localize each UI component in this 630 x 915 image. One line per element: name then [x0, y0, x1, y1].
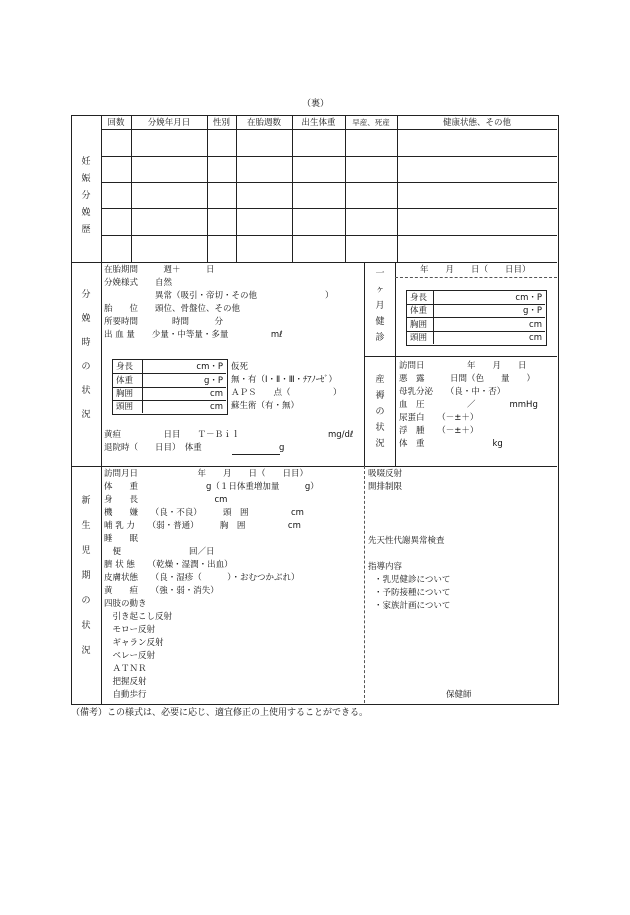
postpartum-line: 体 重 kg — [399, 439, 503, 449]
postpartum-line: 浮 腫 （－±＋） — [399, 426, 479, 436]
delivery-box-unit: cm — [210, 402, 223, 412]
header-premature-stillbirth: 早産、死産 — [352, 118, 390, 127]
asphyxia-line: 蘇生術（有・無） — [231, 401, 300, 411]
newborn-right-line: ・家族計画について — [374, 601, 451, 611]
header-health-status: 健康状態、その他 — [442, 118, 511, 128]
newborn-line: 体 重 g（１日体重増加量 g） — [104, 482, 319, 492]
section-label-month-check: 一 ヶ 月 健 診 — [375, 269, 385, 343]
newborn-line: ベレー反射 — [104, 651, 156, 661]
delivery-line-4: 胎 位 頭位、骨盤位、その他 — [104, 304, 241, 314]
delivery-box-label: 身長 — [116, 362, 134, 372]
asphyxia-line: 無・有（Ⅰ・Ⅱ・Ⅲ・ﾁｱﾉｰｾﾞ） — [231, 375, 338, 385]
newborn-line: 機 嫌 （良・不良） 頭 囲 cm — [104, 508, 304, 518]
jaundice-unit: mg/dℓ — [328, 430, 354, 440]
delivery-box-label: 頭囲 — [116, 402, 134, 412]
newborn-line: 把握反射 — [104, 677, 147, 687]
newborn-line: モロー反射 — [104, 625, 156, 635]
section-label-delivery: 分 娩 時 の 状 況 — [81, 290, 91, 420]
delivery-box-unit: cm — [210, 389, 223, 399]
header-count: 回数 — [107, 118, 125, 128]
section-label-history: 妊 娠 分 娩 歴 — [81, 157, 91, 235]
newborn-right-line: 指導内容 — [368, 562, 403, 572]
delivery-box-label: 胸囲 — [116, 389, 134, 399]
month-box-label: 体重 — [410, 306, 428, 316]
newborn-line: 引き起こし反射 — [104, 612, 173, 622]
delivery-line-2: 分娩様式 自然 — [104, 278, 173, 288]
newborn-line: 身 長 cm — [104, 495, 228, 505]
newborn-line: 皮膚状態 （良・湿疹（ ）・おむつかぶれ） — [104, 573, 300, 583]
newborn-right-line: ・予防接種について — [374, 588, 451, 598]
newborn-right-line: 開排制限 — [368, 482, 403, 492]
discharge-unit: g — [279, 443, 285, 453]
newborn-right-line: 吸啜反射 — [368, 469, 403, 479]
delivery-line-3: 異常（吸引・帝切・その他 ） — [104, 291, 334, 301]
newborn-line: 訪問月日 年 月 日（ 日目） — [104, 469, 309, 479]
newborn-line: 臍 状 態 （乾燥・湿潤・出血） — [104, 560, 233, 570]
newborn-line: 睡 眠 — [104, 534, 139, 544]
header-gestational-weeks: 在胎週数 — [246, 118, 281, 128]
newborn-line: 哺 乳 力 （弱・普通） 胸 囲 cm — [104, 521, 301, 531]
newborn-right-line: ・乳児健診について — [374, 575, 451, 585]
newborn-line: 四肢の動き — [104, 599, 147, 609]
page-title: （裏） — [302, 99, 330, 109]
month-box-unit: cm・P — [515, 293, 542, 303]
postpartum-line: 訪問日 年 月 日 — [399, 361, 527, 371]
asphyxia-line: ＡＰＳ 点（ ） — [231, 388, 342, 398]
jaundice-line: 黄疸 日目 Ｔ－Ｂｉｌ — [104, 430, 241, 440]
newborn-line: 便 回／日 — [104, 547, 215, 557]
postpartum-line: 悪 露 日間（色 量 ） — [399, 374, 536, 384]
newborn-line: ＡＴＮＲ — [104, 664, 147, 674]
month-box-label: 身長 — [410, 293, 428, 303]
postpartum-line: 血 圧 ／ mmHg — [399, 400, 538, 410]
newborn-line: 黄 疸 （強・弱・消失） — [104, 586, 219, 596]
header-sex: 性別 — [212, 118, 230, 128]
header-delivery-date: 分娩年月日 — [147, 118, 191, 128]
newborn-right-line: 先天性代謝異常検査 — [368, 536, 445, 546]
month-box-unit: cm — [529, 333, 542, 343]
section-label-postpartum: 産 褥 の 状 況 — [375, 375, 385, 449]
header-birth-weight: 出生体重 — [301, 118, 336, 128]
month-box-unit: g・P — [522, 306, 542, 316]
nurse-label: 保健師 — [446, 690, 472, 700]
remarks-note: （備考）この様式は、必要に応じ、適宜修正の上使用することができる。 — [71, 708, 369, 718]
delivery-box-unit: g・P — [203, 376, 223, 386]
delivery-line-5: 所要時間 時間 分 — [104, 317, 224, 327]
delivery-line-6: 出 血 量 少量・中等量・多量 mℓ — [104, 330, 283, 340]
newborn-line: 自動歩行 — [104, 690, 147, 700]
discharge-line: 退院時（ 日目） 体重 — [104, 443, 202, 453]
delivery-box-label: 体重 — [116, 376, 134, 386]
asphyxia-line: 仮死 — [231, 362, 249, 372]
month-box-label: 頭囲 — [410, 333, 428, 343]
month-box-unit: cm — [529, 320, 542, 330]
month-check-date: 年 月 日（ 日目） — [420, 265, 531, 275]
month-box-label: 胸囲 — [410, 320, 428, 330]
delivery-box-unit: cm・P — [196, 362, 223, 372]
newborn-line: ギャラン反射 — [104, 638, 164, 648]
postpartum-line: 尿蛋白 （－±＋） — [399, 413, 479, 423]
delivery-line-1: 在胎期間 週＋ 日 — [104, 265, 215, 275]
section-label-newborn: 新 生 児 期 の 状 況 — [81, 496, 91, 656]
postpartum-line: 母乳分泌 （良・中・否） — [399, 387, 506, 397]
